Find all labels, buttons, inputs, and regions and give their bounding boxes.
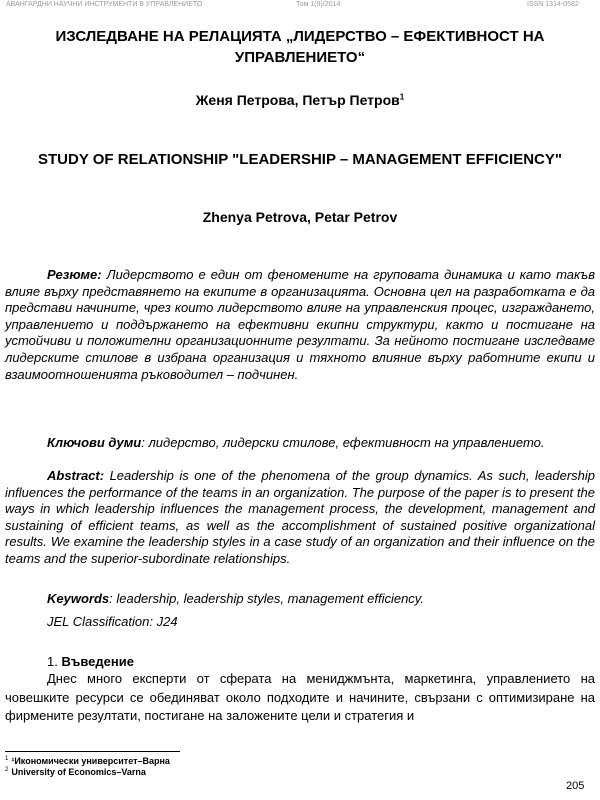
intro-paragraph: Днес много експерти от сферата на мениджмънта, маркетинга, управлението на човешките ресурси се обединяват около подходите и начините, свързани с оптимизиране на фирмените резултати, постигане на заложените цели и стратегия и xyxy=(5,671,595,723)
footnote-divider xyxy=(5,751,180,752)
keywords-bulgarian-text: : лидерство, лидерски стилове, ефективност на управлението. xyxy=(141,435,545,450)
journal-name: АВАНГАРДНИ НАУЧНИ ИНСТРУМЕНТИ В УПРАВЛЕНИЕТО xyxy=(6,1,203,8)
authors-bulgarian xyxy=(0,92,600,108)
journal-volume: Том 1(9)/2014 xyxy=(296,1,341,8)
keywords-english-label: Keywords xyxy=(47,591,110,606)
journal-issn: ISSN 1314-0582 xyxy=(527,1,579,8)
resume-text: Лидерството е един от феномените на груповата динамика и като такъв влияе върху представянето на екипите в организацията. Основна цел на разработката е да представи начините, чрез които лидерството влияе на управленския процес, изграждането, управлението и поддържането на ефективни екипни структури, както и постигане на устойчиви и положителни организационните резултати. За нейното постигане изследваме лидерските стилове в избрана организация и тяхното влияние върху работните екипи и взаимоотношенията ръководител – подчинен. xyxy=(5,267,595,382)
abstract-paragraph xyxy=(5,468,595,568)
section-heading xyxy=(47,654,134,669)
abstract-label: Abstract: xyxy=(47,468,105,483)
keywords-bulgarian-label: Ключови думи xyxy=(47,435,142,450)
title-english: STUDY OF RELATIONSHIP "LEADERSHIP – MANAGEMENT EFFICIENCY" xyxy=(38,151,562,168)
footnote-2 xyxy=(5,767,146,777)
footnote-1 xyxy=(5,756,170,766)
authors-bulgarian-names: Женя Петрова, Петър Петров xyxy=(195,92,400,108)
keywords-bulgarian xyxy=(5,435,595,452)
footnote-2-text: University of Economics–Varna xyxy=(11,767,146,777)
footnote-1-mark: 1 xyxy=(5,756,9,762)
section-title: Въведение xyxy=(61,654,134,669)
abstract-text: Leadership is one of the phenomena of the group dynamics. As such, leadership influences the performance of the teams in an organization. The purpose of the paper is to present the ways in which leadership influences the management process, the development, management and sustaining of efficient teams, as well as the accomplishment of sustained positive organizational results. We examine the leadership styles in a case study of an organization and their influence on the teams and the superior-subordinate relationships. xyxy=(5,468,595,566)
keywords-english xyxy=(5,591,595,608)
page-number: 205 xyxy=(566,780,585,792)
authors-footnote-mark: 1 xyxy=(399,92,405,102)
title-bulgarian: ИЗСЛЕДВАНЕ НА РЕЛАЦИЯТА „ЛИДЕРСТВО – ЕФЕКТИВНОСТ НА УПРАВЛЕНИЕТО“ xyxy=(55,28,545,66)
footnote-1-text: ¹Икономически университет–Варна xyxy=(11,756,170,766)
keywords-english-text: : leadership, leadership styles, management efficiency. xyxy=(109,591,424,606)
authors-english: Zhenya Petrova, Petar Petrov xyxy=(202,209,398,225)
running-header xyxy=(0,0,600,12)
section-number: 1. xyxy=(47,654,58,669)
resume-paragraph xyxy=(5,267,595,383)
resume-label: Резюме: xyxy=(47,267,102,282)
footnote-2-mark: 2 xyxy=(5,767,9,773)
jel-classification: JEL Classification: J24 xyxy=(47,614,178,629)
